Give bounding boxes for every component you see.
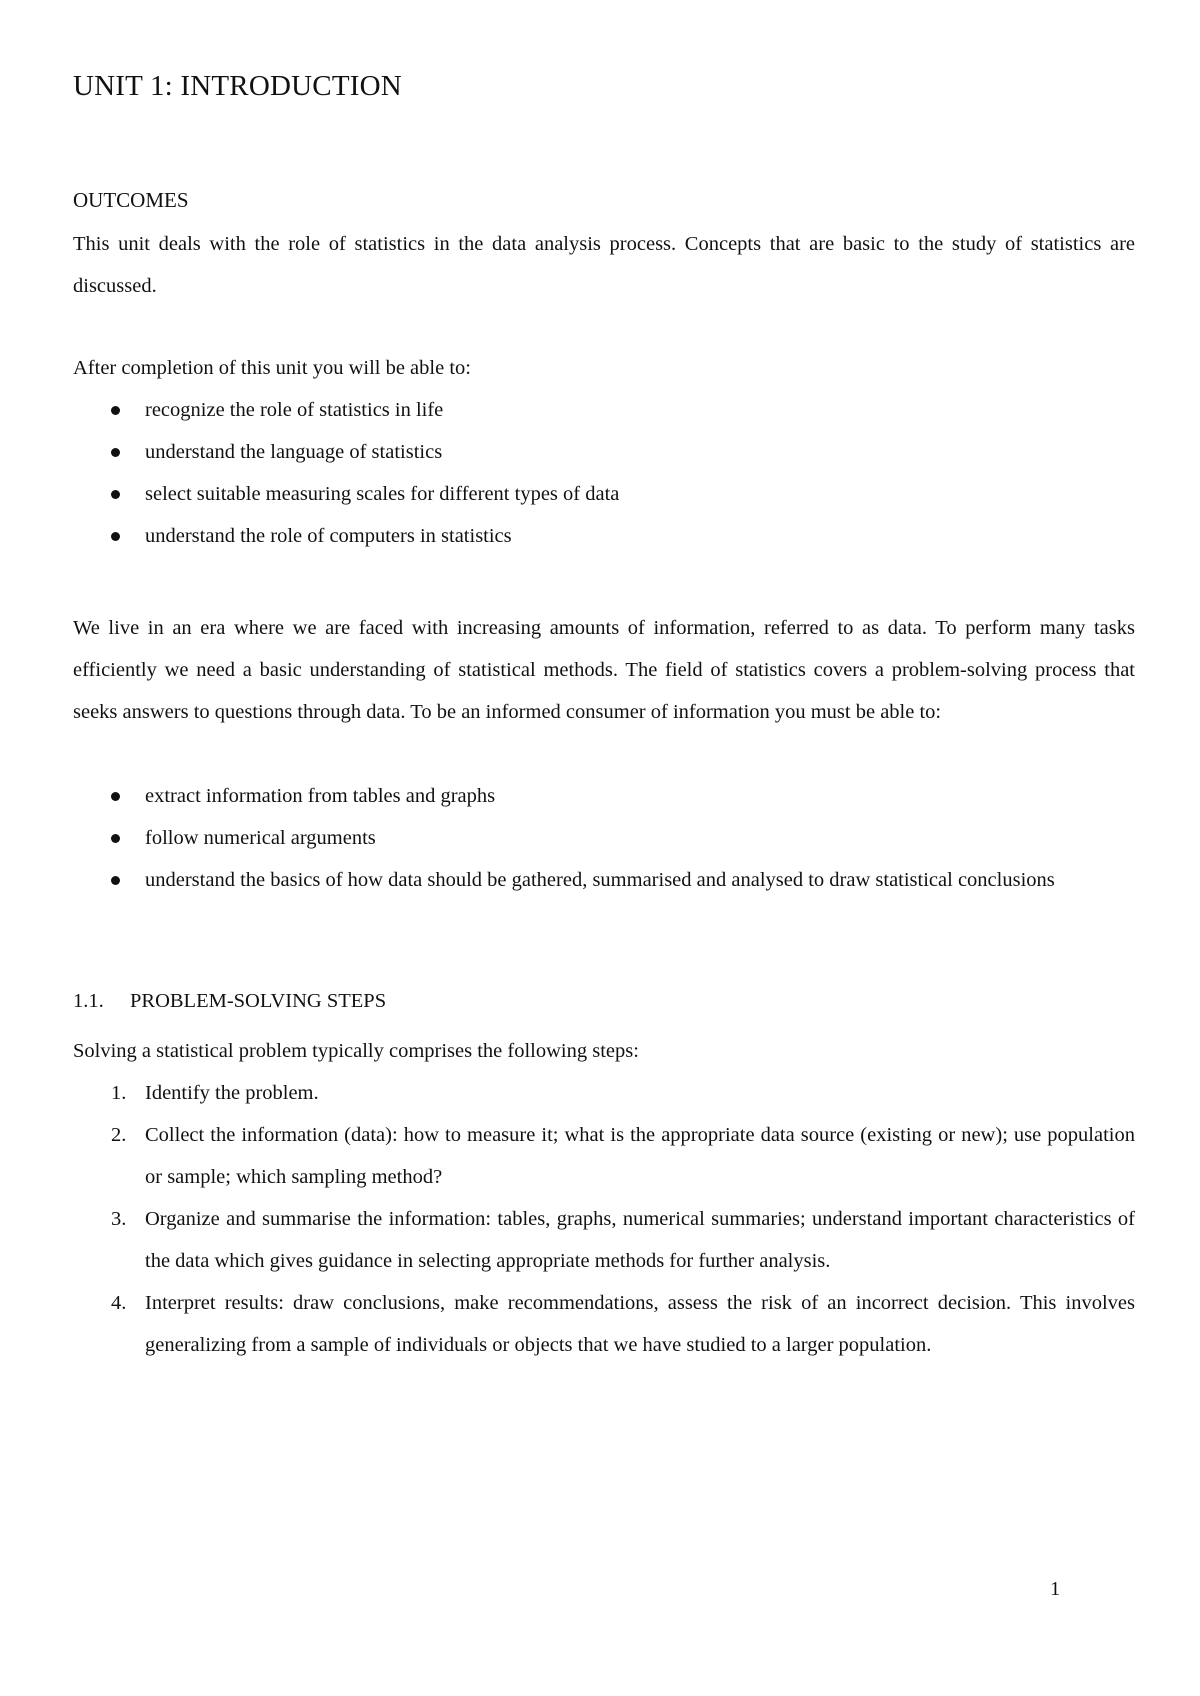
outcome-item	[73, 431, 1135, 473]
bullet-icon	[111, 792, 120, 801]
problem-solving-steps-list	[73, 1072, 1135, 1366]
section-heading	[73, 990, 386, 1013]
section-title: PROBLEM-SOLVING STEPS	[130, 990, 387, 1012]
outcome-item	[73, 473, 1135, 515]
step-item	[73, 1072, 1135, 1114]
section-intro-paragraph: Solving a statistical problem typically comprises the following steps:	[73, 1040, 639, 1062]
step-number: 1.	[111, 1082, 127, 1104]
outcome-item	[73, 515, 1135, 557]
unit-title: UNIT 1: INTRODUCTION	[73, 70, 402, 102]
step-item	[73, 1114, 1135, 1198]
step-number: 4.	[111, 1292, 127, 1314]
step-text: Collect the information (data): how to measure it; what is the appropriate data source (existing or new); use population or sample; which sampling method?	[145, 1124, 1135, 1188]
consumer-skill-text: extract information from tables and graphs	[145, 785, 496, 807]
consumer-skill-text: follow numerical arguments	[145, 827, 376, 849]
outcomes-intro-paragraph: This unit deals with the role of statistics in the data analysis process. Concepts that are basic to the study of statistics are discussed.	[73, 233, 1135, 297]
outcomes-heading: OUTCOMES	[73, 188, 189, 212]
outcome-item-text: recognize the role of statistics in life	[145, 399, 444, 421]
consumer-skills-list	[73, 775, 1135, 901]
outcome-item-text: understand the role of computers in statistics	[145, 525, 512, 547]
consumer-skill-item	[73, 817, 1135, 859]
step-item	[73, 1282, 1135, 1366]
outcome-item	[73, 389, 1135, 431]
bullet-icon	[111, 406, 120, 415]
era-paragraph: We live in an era where we are faced with increasing amounts of information, referred to as data. To perform many tasks efficiently we need a basic understanding of statistical methods. The field of statistics covers a problem-solving process that seeks answers to questions through data. To be an informed consumer of information you must be able to:	[73, 617, 1135, 723]
step-item	[73, 1198, 1135, 1282]
bullet-icon	[111, 490, 120, 499]
consumer-skill-text: understand the basics of how data should be gathered, summarised and analysed to draw statistical conclusions	[145, 869, 1055, 891]
step-text: Organize and summarise the information: tables, graphs, numerical summaries; understand important characteristics of the data which gives guidance in selecting appropriate methods for further analysis.	[145, 1208, 1135, 1272]
page-number: 1	[1050, 1578, 1061, 1600]
step-text: Interpret results: draw conclusions, make recommendations, assess the risk of an incorrect decision. This involves generalizing from a sample of individuals or objects that we have studied to a larger population.	[145, 1292, 1135, 1356]
bullet-icon	[111, 876, 120, 885]
outcome-item-text: understand the language of statistics	[145, 441, 443, 463]
bullet-icon	[111, 834, 120, 843]
consumer-skill-item	[73, 775, 1135, 817]
consumer-skill-item	[73, 859, 1135, 901]
outcomes-lead-in: After completion of this unit you will be able to:	[73, 357, 471, 379]
section-number: 1.1.	[73, 990, 104, 1012]
step-number: 3.	[111, 1208, 127, 1230]
outcome-item-text: select suitable measuring scales for different types of data	[145, 483, 620, 505]
bullet-icon	[111, 448, 120, 457]
outcomes-list	[73, 389, 1135, 557]
step-number: 2.	[111, 1124, 127, 1146]
step-text: Identify the problem.	[145, 1082, 319, 1104]
bullet-icon	[111, 532, 120, 541]
